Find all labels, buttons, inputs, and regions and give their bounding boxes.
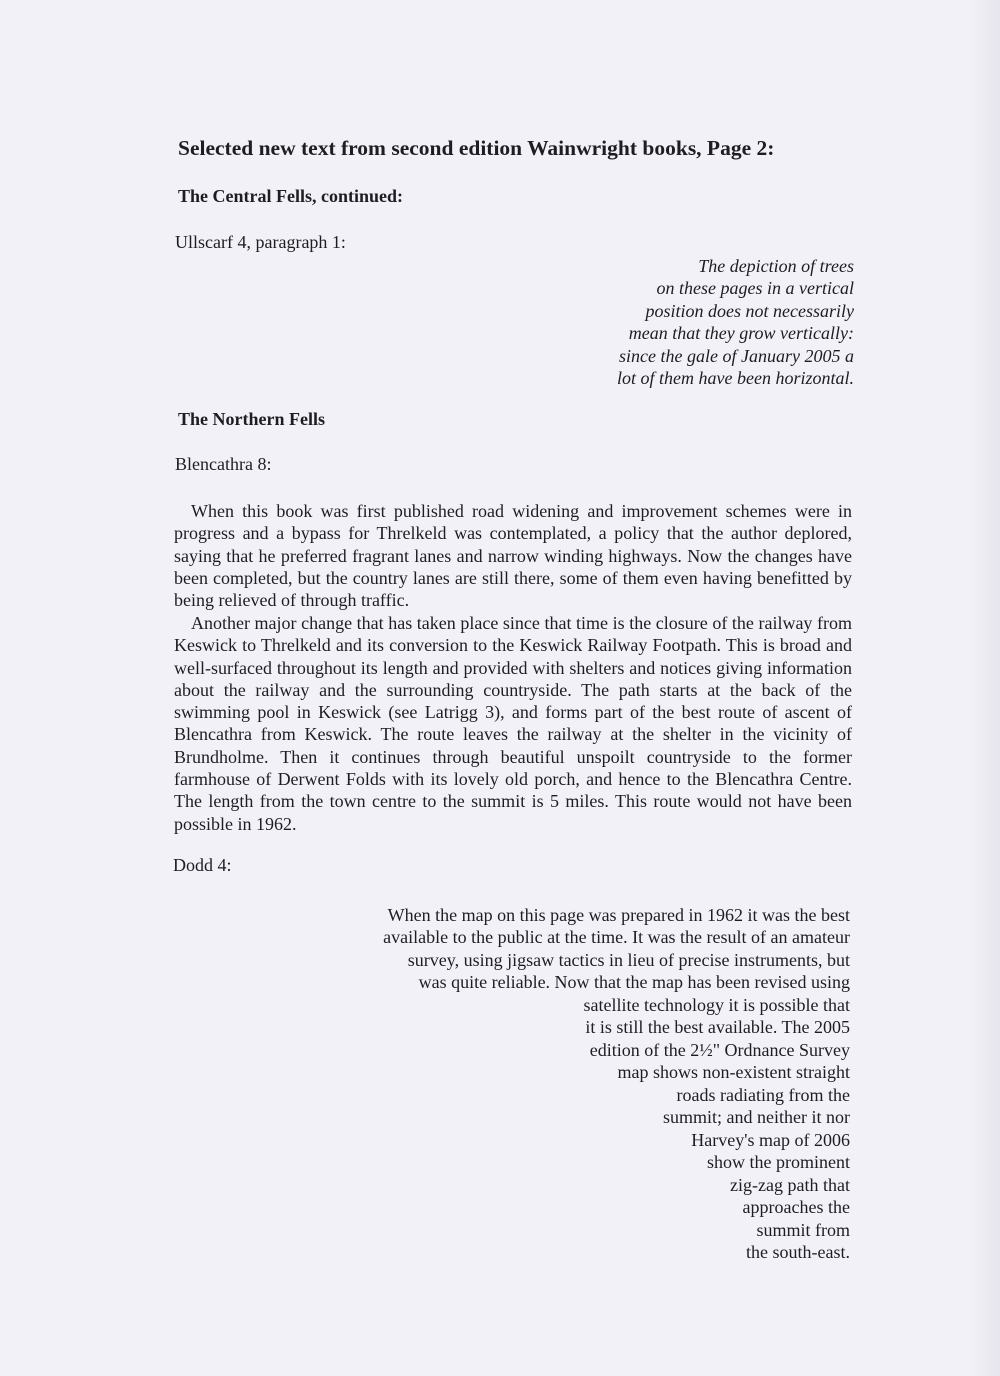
dodd-line: Harvey's map of 2006 <box>691 1130 850 1150</box>
dodd-line: available to the public at the time. It was the result of an amateur <box>383 927 850 947</box>
dodd-line: summit; and neither it nor <box>663 1107 850 1127</box>
dodd-line: the south-east. <box>746 1242 850 1262</box>
quote-line: since the gale of January 2005 a <box>619 346 854 366</box>
paper-edge <box>970 0 1000 1376</box>
quote-line: position does not necessarily <box>645 301 854 321</box>
dodd-line: satellite technology it is possible that <box>583 995 850 1015</box>
dodd-line: show the prominent <box>707 1152 850 1172</box>
central-fells-heading: The Central Fells, continued: <box>178 186 403 206</box>
quote-line: mean that they grow vertically: <box>628 323 854 343</box>
dodd-line: When the map on this page was prepared in 1962 it was the best <box>387 905 850 925</box>
dodd-line: summit from <box>756 1220 850 1240</box>
dodd-line: was quite reliable. Now that the map has been revised using <box>418 972 850 992</box>
ullscarf-label: Ullscarf 4, paragraph 1: <box>175 232 346 252</box>
dodd-line: edition of the 2½" Ordnance Survey <box>589 1040 850 1060</box>
dodd-line: it is still the best available. The 2005 <box>585 1017 850 1037</box>
page-title: Selected new text from second edition Wainwright books, Page 2: <box>178 136 775 160</box>
blencathra-label: Blencathra 8: <box>175 454 272 474</box>
quote-line: on these pages in a vertical <box>656 278 854 298</box>
dodd-line: survey, using jigsaw tactics in lieu of precise instruments, but <box>407 950 850 970</box>
dodd-line: zig-zag path that <box>730 1175 850 1195</box>
dodd-line: approaches the <box>742 1197 850 1217</box>
dodd-line: roads radiating from the <box>676 1085 850 1105</box>
dodd-label: Dodd 4: <box>173 855 232 875</box>
quote-line: lot of them have been horizontal. <box>617 368 854 388</box>
dodd-line: map shows non-existent straight <box>617 1062 850 1082</box>
quote-line: The depiction of trees <box>698 256 854 276</box>
blencathra-paragraph-1: When this book was first published road widening and improvement schemes were in progress and a bypass for Threlkeld was contemplated, a policy that the author deplored, saying that he preferred fragrant lanes and narrow winding highways. Now the changes have been completed, but the country lanes are still there, some of them even having benefitted by being relieved of through traffic. <box>174 501 852 611</box>
northern-fells-heading: The Northern Fells <box>178 409 325 429</box>
blencathra-paragraph-2: Another major change that has taken place since that time is the closure of the railway from Keswick to Threlkeld and its conversion to the Keswick Railway Footpath. This is broad and well-surfaced throughout its length and provided with shelters and notices giving information about the railway and the surrounding countryside. The path starts at the back of the swimming pool in Keswick (see Latrigg 3), and forms part of the best route of ascent of Blencathra from Keswick. The route leaves the railway at the shelter in the vicinity of Brundholme. Then it continues through beautiful unspoilt countryside to the former farmhouse of Derwent Folds with its lovely old porch, and hence to the Blencathra Centre. The length from the town centre to the summit is 5 miles. This route would not have been possible in 1962. <box>174 613 852 834</box>
